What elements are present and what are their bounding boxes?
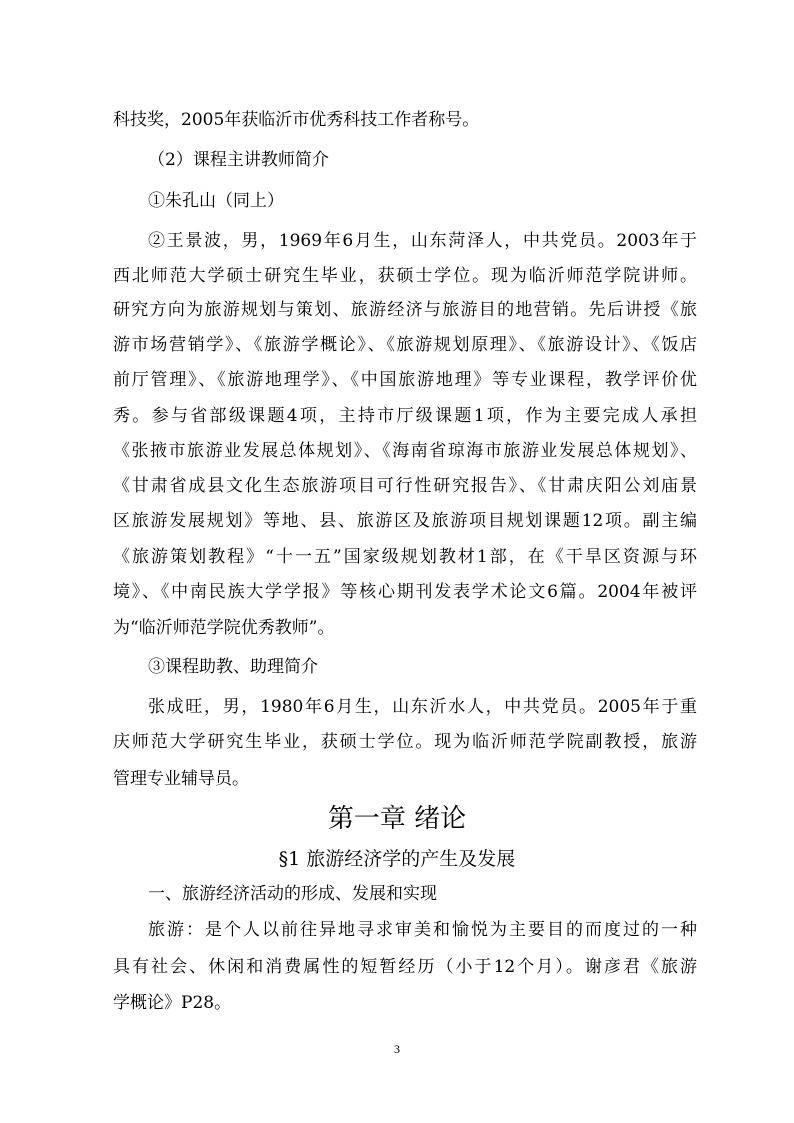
text-line: ③课程助教、助理简介 <box>148 657 318 677</box>
chapter-title: 第一章 绪论 <box>327 804 467 834</box>
text-line: 具有社会、休闲和消费属性的短暂经历（小于12个月）。谢彦君《旅游 <box>113 957 697 977</box>
text-line: 庆师范大学研究生毕业，获硕士学位。现为临沂师范学院副教授，旅游 <box>113 732 697 752</box>
section-title: §1 旅游经济学的产生及发展 <box>278 848 516 870</box>
text-line: 西北师范大学硕士研究生毕业，获硕士学位。现为临沂师范学院讲师。 <box>113 266 697 286</box>
text-line: 区旅游发展规划》等地、县、旅游区及旅游项目规划课题12项。副主编 <box>113 511 697 531</box>
text-line: ②王景波，男，1969年6月生，山东菏泽人，中共党员。2003年于 <box>148 231 697 251</box>
text-line: ①朱孔山（同上） <box>148 191 284 211</box>
text-line: 学概论》P28。 <box>113 993 232 1013</box>
text-line: 科技奖，2005年获临沂市优秀科技工作者称号。 <box>113 110 480 130</box>
text-line: 旅游：是个人以前往异地寻求审美和愉悦为主要目的而度过的一种 <box>148 920 697 940</box>
text-line: 张成旺，男，1980年6月生，山东沂水人，中共党员。2005年于重 <box>148 697 697 717</box>
text-line: 管理专业辅导员。 <box>113 769 249 789</box>
text-line: 游市场营销学》、《旅游学概论》、《旅游规划原理》、《旅游设计》、《饭店 <box>113 335 697 355</box>
text-line: 《张掖市旅游业发展总体规划》、《海南省琼海市旅游业发展总体规划》、 <box>113 441 697 461</box>
text-line: 秀。参与省部级课题4项，主持市厅级课题1项，作为主要完成人承担 <box>113 406 697 426</box>
text-line: 研究方向为旅游规划与策划、旅游经济与旅游目的地营销。先后讲授《旅 <box>113 300 697 320</box>
text-line: 《甘肃省成县文化生态旅游项目可行性研究报告》、《甘肃庆阳公刘庙景 <box>113 476 697 496</box>
subheading: 一、旅游经济活动的形成、发展和实现 <box>148 884 437 904</box>
page-number: 3 <box>394 1042 400 1056</box>
text-line: 为“临沂师范学院优秀教师”。 <box>113 618 335 638</box>
text-line: 前厅管理》、《旅游地理学》、《中国旅游地理》等专业课程，教学评价优 <box>113 370 697 390</box>
text-line: 境》、《中南民族大学学报》等核心期刊发表学术论文6篇。2004年被评 <box>113 582 697 602</box>
text-line: 《旅游策划教程》“十一五”国家级规划教材1部，在《干旱区资源与环 <box>113 547 697 567</box>
text-line: （2）课程主讲教师简介 <box>148 150 329 170</box>
